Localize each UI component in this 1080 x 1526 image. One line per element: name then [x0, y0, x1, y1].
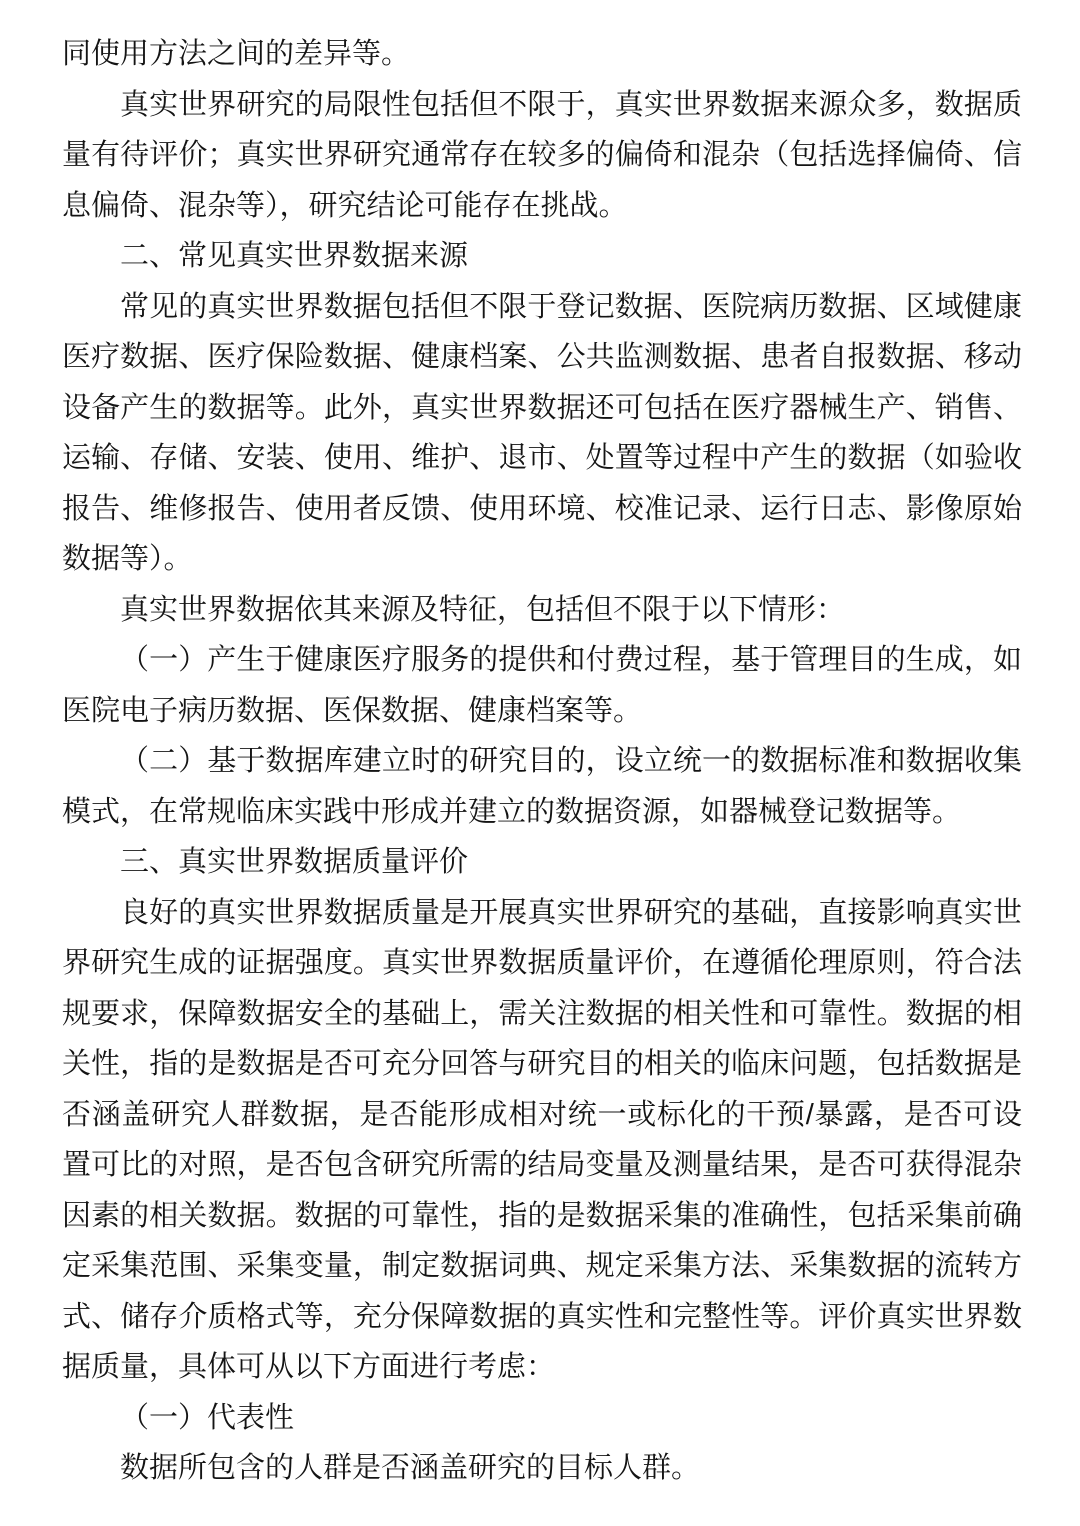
text-line: 同使用方法之间的差异等。: [62, 38, 411, 70]
text-line: 良好的真实世界数据质量是开展真实世界研究的基础，直接影响真实世: [120, 896, 1022, 929]
document-text: [62, 29, 1022, 1494]
text-line: 医院电子病历数据、医保数据、健康档案等。: [62, 694, 643, 727]
text-line: 真实世界数据依其来源及特征，包括但不限于以下情形：: [120, 593, 846, 626]
text-line: 量有待评价；真实世界研究通常存在较多的偏倚和混杂（包括选择偏倚、信: [62, 139, 1022, 171]
text-line: 二、常见真实世界数据来源: [120, 240, 469, 272]
text-line: 因素的相关数据。数据的可靠性，指的是数据采集的准确性，包括采集前确: [62, 1199, 1022, 1232]
text-line: 医疗数据、医疗保险数据、健康档案、公共监测数据、患者自报数据、移动: [62, 341, 1022, 373]
text-line: 三、真实世界数据质量评价: [120, 846, 469, 878]
text-line: 报告、维修报告、使用者反馈、使用环境、校准记录、运行日志、影像原始: [62, 492, 1022, 525]
text-line: 据质量，具体可从以下方面进行考虑：: [62, 1351, 556, 1383]
text-line: 息偏倚、混杂等），研究结论可能存在挑战。: [62, 189, 628, 222]
text-line: 数据等）。: [62, 543, 193, 575]
text-line: 规要求，保障数据安全的基础上，需关注数据的相关性和可靠性。数据的相: [62, 997, 1022, 1030]
text-line: （一）代表性: [120, 1401, 295, 1434]
text-line: 关性，指的是数据是否可充分回答与研究目的相关的临床问题，包括数据是: [62, 1048, 1022, 1080]
text-line: 置可比的对照，是否包含研究所需的结局变量及测量结果，是否可获得混杂: [62, 1149, 1022, 1181]
text-line: （一）产生于健康医疗服务的提供和付费过程，基于管理目的生成，如: [120, 644, 1022, 676]
text-line: 式、储存介质格式等，充分保障数据的真实性和完整性等。评价真实世界数: [62, 1300, 1022, 1333]
text-line: 真实世界研究的局限性包括但不限于，真实世界数据来源众多，数据质: [120, 88, 1022, 121]
text-line: 定采集范围、采集变量，制定数据词典、规定采集方法、采集数据的流转方: [62, 1250, 1022, 1282]
text-line: （二）基于数据库建立时的研究目的，设立统一的数据标准和数据收集: [120, 745, 1022, 777]
text-line: 设备产生的数据等。此外，真实世界数据还可包括在医疗器械生产、销售、: [62, 391, 1022, 424]
text-line: 数据所包含的人群是否涵盖研究的目标人群。: [120, 1452, 701, 1484]
text-line: 常见的真实世界数据包括但不限于登记数据、医院病历数据、区域健康: [120, 290, 1022, 323]
text-line: 界研究生成的证据强度。真实世界数据质量评价，在遵循伦理原则，符合法: [62, 947, 1022, 979]
text-line: 否涵盖研究人群数据，是否能形成相对统一或标化的干预/暴露，是否可设: [62, 1098, 1022, 1131]
text-line: 模式，在常规临床实践中形成并建立的数据资源，如器械登记数据等。: [62, 795, 962, 828]
text-line: 运输、存储、安装、使用、维护、退市、处置等过程中产生的数据（如验收: [62, 442, 1022, 474]
